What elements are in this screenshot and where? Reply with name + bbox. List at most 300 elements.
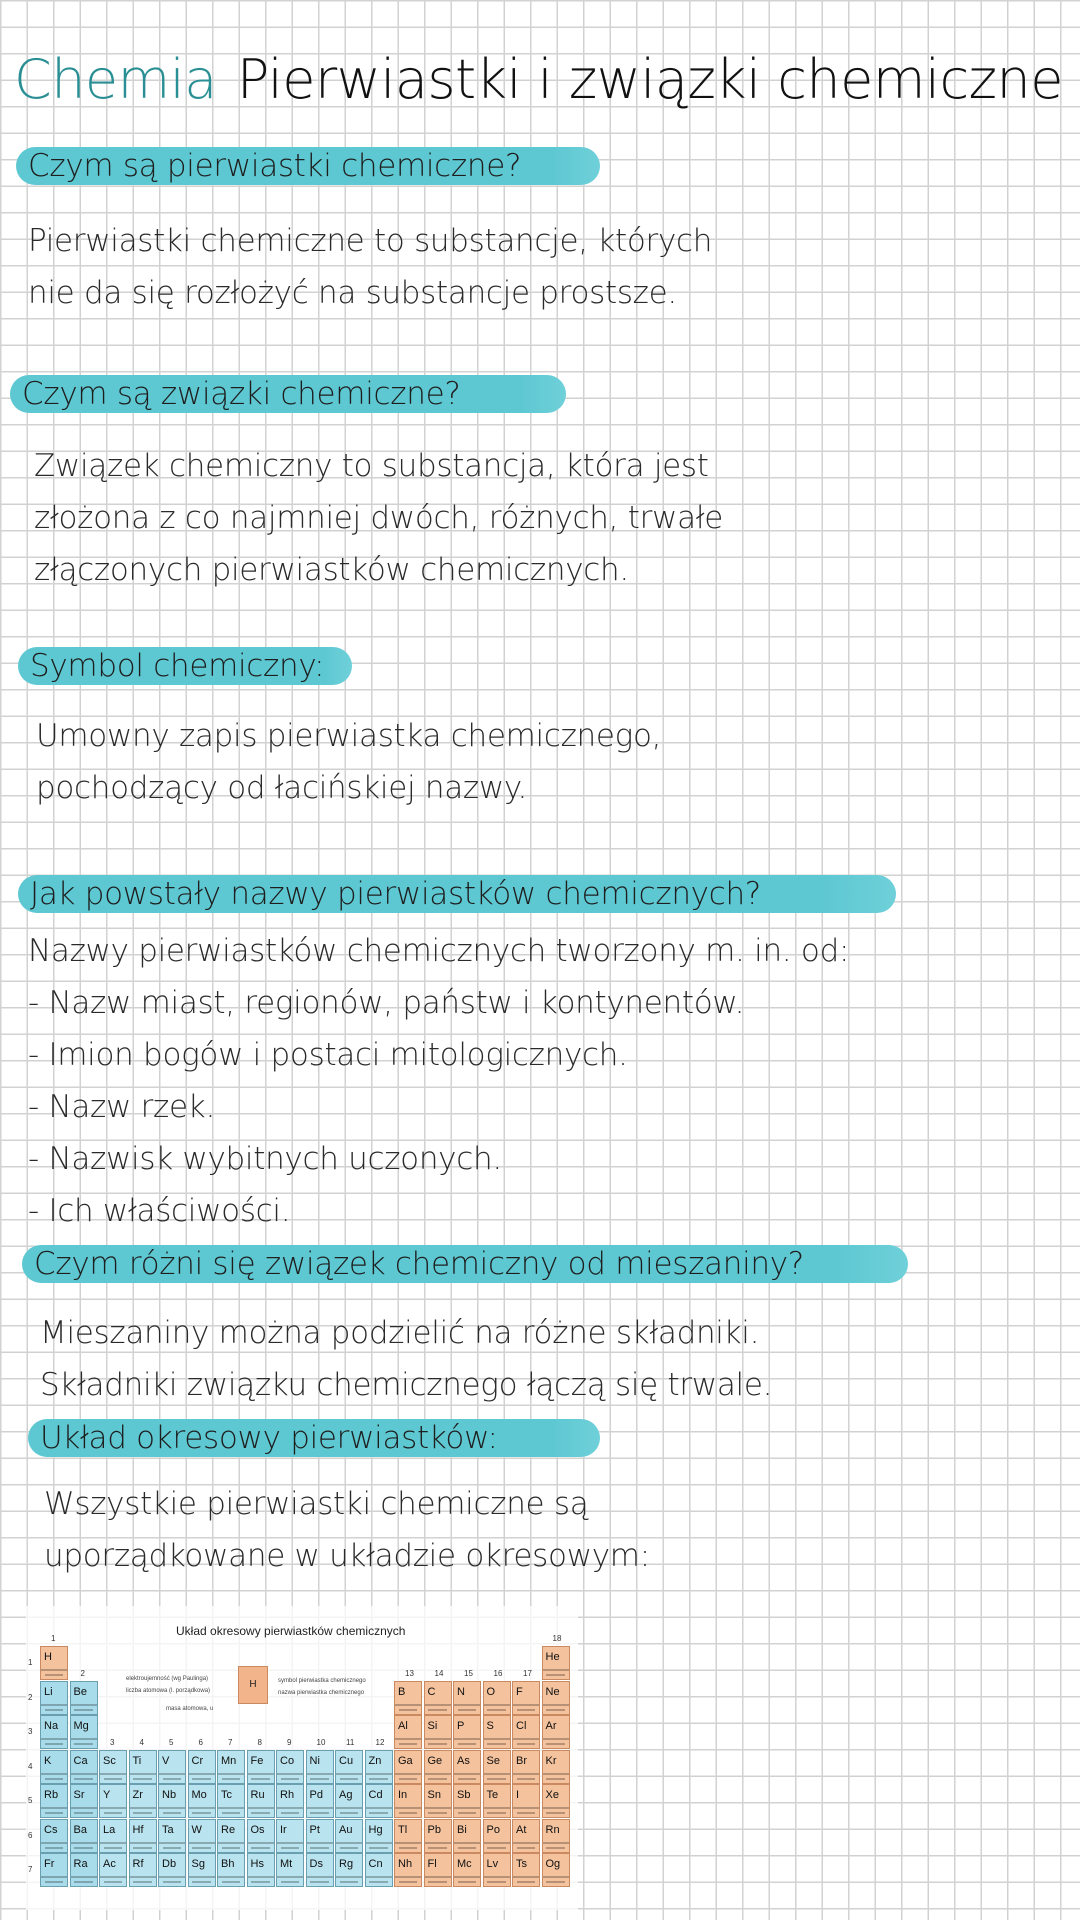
element-cell [99,1784,127,1818]
element-name-line [395,1704,421,1706]
element-cell [306,1853,334,1887]
element-name-line [41,1704,67,1706]
element-symbol: Ba [73,1823,87,1836]
element-mass-line [251,1847,269,1849]
list-item: - Nazw miast, regionów, państw i kontynentów. [28,985,745,1021]
element-symbol: Al [398,1720,408,1732]
element-mass-line [546,1709,564,1711]
element-symbol: La [103,1823,116,1836]
element-name-line [336,1773,362,1775]
group-label: 11 [346,1737,355,1747]
element-name-line [454,1876,480,1878]
element-mass-line [222,1881,240,1883]
element-cell [40,1750,68,1784]
element-cell [512,1715,540,1749]
group-label: 5 [169,1737,174,1747]
element-cell [453,1681,481,1715]
element-symbol: W [191,1823,202,1836]
element-name-line [189,1807,215,1809]
text-line: złączonych pierwiastków chemicznych. [34,552,629,588]
text-line: Pierwiastki chemiczne to substancje, których [28,223,713,259]
element-name-line [543,1669,569,1671]
group-label: 3 [110,1737,115,1747]
element-symbol: Cs [44,1823,58,1836]
element-name-line [189,1842,215,1844]
element-mass-line [399,1812,417,1814]
element-cell [99,1750,127,1784]
element-symbol: Hg [368,1823,383,1836]
element-cell [365,1750,393,1784]
element-mass-line [517,1743,535,1745]
element-cell [306,1750,334,1784]
element-name-line [71,1738,97,1740]
element-cell [483,1853,511,1887]
element-mass-line [458,1847,476,1849]
element-symbol: Y [103,1789,111,1801]
element-mass-line [104,1778,122,1780]
element-mass-line [310,1778,328,1780]
element-name-line [41,1876,67,1878]
element-cell [99,1853,127,1887]
element-name-line [218,1876,244,1878]
element-symbol: Co [280,1754,295,1767]
element-symbol: Ne [545,1685,560,1698]
element-mass-line [310,1847,328,1849]
element-cell [365,1784,393,1818]
element-mass-line [45,1674,63,1676]
element-symbol: Pb [427,1823,441,1836]
element-mass-line [517,1881,535,1883]
element-cell [483,1784,511,1818]
element-name-line [159,1807,185,1809]
element-name-line [425,1807,451,1809]
element-name-line [513,1842,539,1844]
element-name-line [484,1773,510,1775]
element-symbol: H [44,1651,52,1663]
element-symbol: Tl [398,1823,408,1836]
element-cell [542,1715,570,1749]
element-name-line [41,1669,67,1671]
element-name-line [454,1807,480,1809]
element-name-line [454,1738,480,1740]
element-mass-line [222,1847,240,1849]
element-cell [424,1853,452,1887]
element-cell [335,1819,363,1853]
period-label: 1 [28,1658,33,1667]
element-cell [512,1819,540,1853]
element-cell [247,1853,275,1887]
element-mass-line [487,1812,505,1814]
element-mass-line [369,1778,387,1780]
text-line: Umowny zapis pierwiastka chemicznego, [36,718,662,754]
list-item: - Ich właściwości. [28,1193,291,1229]
group-label: 1 [51,1634,56,1643]
element-symbol: Hs [250,1858,264,1870]
element-symbol: Fe [250,1754,264,1767]
paragraph-symbol [36,710,661,814]
element-name-line [484,1704,510,1706]
element-symbol: Lv [486,1858,499,1870]
element-cell [99,1819,127,1853]
element-cell [453,1715,481,1749]
list-item: - Nazwisk wybitnych uczonych. [28,1141,502,1177]
element-cell [188,1750,216,1784]
element-name-line [71,1773,97,1775]
element-cell [158,1784,186,1818]
group-label: 10 [316,1737,326,1747]
element-name-line [425,1738,451,1740]
element-mass-line [251,1881,269,1883]
element-symbol: Po [486,1823,500,1836]
legend-electronegativity: elektroujemność (wg Paulinga) [126,1676,209,1682]
element-cell [306,1819,334,1853]
element-symbol: F [516,1685,523,1698]
element-cell [424,1715,452,1749]
element-mass-line [104,1812,122,1814]
element-symbol: Fr [44,1858,55,1870]
group-label: 7 [228,1737,233,1747]
element-name-line [248,1842,274,1844]
group-label: 9 [287,1737,292,1747]
element-mass-line [74,1778,92,1780]
element-name-line [277,1842,303,1844]
element-name-line [543,1842,569,1844]
element-cell [483,1681,511,1715]
element-symbol: Ru [250,1789,265,1801]
element-symbol: B [398,1685,406,1698]
element-name-line [366,1773,392,1775]
element-symbol: Rh [280,1789,295,1801]
element-name-line [543,1738,569,1740]
heading-elements: Czym są pierwiastki chemiczne? [16,147,600,185]
element-name-line [425,1704,451,1706]
element-symbol: Os [250,1823,265,1836]
element-mass-line [163,1812,181,1814]
element-cell [188,1784,216,1818]
page-title [14,48,1063,111]
group-label: 17 [523,1668,532,1678]
element-name-line [484,1807,510,1809]
element-mass-line [458,1812,476,1814]
element-symbol: P [457,1720,465,1732]
element-mass-line [517,1709,535,1711]
element-cell [394,1819,422,1853]
element-symbol: He [545,1651,560,1663]
element-cell [453,1784,481,1818]
element-mass-line [517,1812,535,1814]
element-cell [453,1750,481,1784]
element-name-line [366,1842,392,1844]
element-name-line [71,1807,97,1809]
element-name-line [41,1773,67,1775]
element-mass-line [458,1778,476,1780]
element-name-line [425,1773,451,1775]
periodic-table-title: Układ okresowy pierwiastków chemicznych [176,1624,406,1638]
element-name-line [425,1842,451,1844]
element-cell [217,1750,245,1784]
element-cell [40,1646,68,1680]
legend-example-cell: H [238,1666,268,1704]
heading-compound-vs-mixture: Czym różni się związek chemiczny od mieszaniny? [22,1245,908,1283]
element-name-line [189,1773,215,1775]
element-name-line [130,1876,156,1878]
paragraph-names-origin [28,925,849,1237]
element-mass-line [399,1743,417,1745]
element-mass-line [192,1881,210,1883]
element-cell [188,1819,216,1853]
element-symbol: Xe [545,1789,559,1801]
group-label: 15 [464,1668,473,1678]
period-label: 5 [28,1796,33,1805]
legend-atomic-mass: masa atomowa, u [166,1706,214,1712]
element-name-line [100,1773,126,1775]
element-symbol: Cd [368,1789,383,1801]
element-mass-line [546,1847,564,1849]
element-name-line [336,1876,362,1878]
element-name-line [454,1773,480,1775]
element-symbol: Br [516,1754,527,1767]
element-symbol: Cl [516,1720,527,1732]
element-cell [512,1750,540,1784]
element-cell [70,1853,98,1887]
element-name-line [130,1773,156,1775]
element-mass-line [399,1847,417,1849]
element-mass-line [74,1709,92,1711]
element-cell [188,1853,216,1887]
element-name-line [41,1842,67,1844]
heading-periodic-table: Układ okresowy pierwiastków: [28,1419,600,1457]
element-mass-line [192,1812,210,1814]
element-mass-line [281,1881,299,1883]
element-name-line [395,1807,421,1809]
element-symbol: Ge [427,1754,443,1767]
element-name-line [543,1807,569,1809]
element-name-line [366,1807,392,1809]
element-cell [70,1750,98,1784]
element-name-line [248,1807,274,1809]
element-name-line [189,1876,215,1878]
element-cell [276,1819,304,1853]
element-mass-line [399,1778,417,1780]
element-cell [276,1750,304,1784]
group-label: 14 [434,1668,444,1678]
element-cell [453,1853,481,1887]
element-name-line [41,1738,67,1740]
element-symbol: Mt [280,1858,293,1870]
element-mass-line [104,1847,122,1849]
element-mass-line [517,1778,535,1780]
element-mass-line [310,1881,328,1883]
element-mass-line [487,1778,505,1780]
period-label: 4 [28,1761,33,1771]
period-label: 3 [28,1727,33,1736]
element-mass-line [546,1743,564,1745]
element-symbol: O [486,1685,496,1698]
element-symbol: N [457,1685,465,1698]
element-symbol: Au [339,1823,353,1836]
element-symbol: Tc [221,1789,232,1801]
element-cell [424,1750,452,1784]
element-symbol: Hf [132,1823,144,1836]
element-mass-line [281,1847,299,1849]
element-mass-line [487,1881,505,1883]
heading-compounds: Czym są związki chemiczne? [10,375,566,413]
element-symbol: Rn [545,1823,560,1836]
element-name-line [454,1842,480,1844]
element-mass-line [222,1812,240,1814]
element-mass-line [192,1847,210,1849]
element-name-line [454,1704,480,1706]
element-cell [424,1819,452,1853]
text-line: złożona z co najmniej dwóch, różnych, trwałe [34,500,724,536]
element-symbol: C [427,1685,436,1698]
element-name-line [130,1807,156,1809]
element-mass-line [133,1847,151,1849]
element-mass-line [428,1881,446,1883]
heading-names-origin: Jak powstały nazwy pierwiastków chemicznych? [18,875,896,913]
element-cell [542,1681,570,1715]
element-name-line [395,1738,421,1740]
element-name-line [277,1876,303,1878]
element-symbol: In [398,1789,408,1801]
element-symbol: I [516,1789,520,1801]
list-item: - Imion bogów i postaci mitologicznych. [28,1037,628,1073]
element-mass-line [428,1743,446,1745]
title-subject: Chemia [14,48,217,111]
element-mass-line [74,1743,92,1745]
element-cell [247,1784,275,1818]
text-line: nie da się rozłożyć na substancje prostsze. [28,275,677,311]
text-line: Wszystkie pierwiastki chemiczne są [44,1486,589,1522]
element-cell [158,1819,186,1853]
group-label: 4 [139,1737,144,1747]
element-symbol: K [44,1754,52,1767]
element-symbol: Sr [73,1789,85,1801]
element-mass-line [104,1881,122,1883]
element-name-line [218,1807,244,1809]
element-cell [129,1853,157,1887]
element-mass-line [74,1881,92,1883]
element-mass-line [163,1881,181,1883]
element-name-line [307,1842,333,1844]
element-name-line [484,1876,510,1878]
element-symbol: Mc [457,1858,472,1870]
element-cell [394,1784,422,1818]
title-topic: Pierwiastki i związki chemiczne [236,48,1063,111]
element-name-line [307,1876,333,1878]
element-symbol: Mn [221,1754,237,1767]
element-symbol: Db [162,1858,177,1870]
element-cell [217,1784,245,1818]
element-name-line [277,1773,303,1775]
element-symbol: Cu [339,1754,354,1767]
element-symbol: Ir [280,1823,287,1836]
period-label: 6 [28,1830,33,1840]
element-cell [512,1681,540,1715]
element-cell [365,1819,393,1853]
element-cell [394,1715,422,1749]
group-label: 2 [80,1668,85,1678]
element-mass-line [428,1709,446,1711]
element-symbol: Re [221,1823,236,1836]
element-mass-line [428,1812,446,1814]
element-name-line [100,1876,126,1878]
element-symbol: Ds [309,1858,323,1870]
element-symbol: Ca [73,1754,88,1767]
element-cell [512,1784,540,1818]
element-mass-line [45,1709,63,1711]
element-mass-line [340,1847,358,1849]
element-name-line [277,1807,303,1809]
element-mass-line [133,1778,151,1780]
element-mass-line [133,1881,151,1883]
element-cell [247,1819,275,1853]
element-cell [70,1784,98,1818]
text-line: pochodzący od łacińskiej nazwy. [36,770,528,806]
element-name-line [543,1704,569,1706]
element-mass-line [340,1881,358,1883]
element-cell [40,1784,68,1818]
element-symbol: At [516,1823,527,1836]
element-symbol: Ta [162,1823,174,1836]
element-symbol: Na [44,1720,59,1732]
element-cell [394,1681,422,1715]
element-name-line [248,1773,274,1775]
element-mass-line [45,1847,63,1849]
element-mass-line [74,1812,92,1814]
element-name-line [425,1876,451,1878]
text-line: Związek chemiczny to substancja, która jest [34,448,709,484]
element-mass-line [340,1812,358,1814]
element-symbol: Li [44,1685,53,1698]
element-symbol: Sn [427,1789,441,1801]
element-name-line [100,1807,126,1809]
element-symbol: Ar [545,1720,557,1732]
element-mass-line [458,1709,476,1711]
element-name-line [513,1807,539,1809]
element-symbol: Bh [221,1858,235,1870]
element-name-line [130,1842,156,1844]
element-mass-line [369,1812,387,1814]
element-cell [483,1715,511,1749]
text-line: Mieszaniny można podzielić na różne składniki. [40,1315,760,1351]
group-label: 12 [375,1737,385,1747]
element-cell [129,1819,157,1853]
element-name-line [218,1842,244,1844]
element-symbol: Zr [132,1789,143,1801]
element-cell [483,1750,511,1784]
element-cell [276,1853,304,1887]
element-name-line [336,1842,362,1844]
element-cell [542,1646,570,1680]
element-name-line [543,1773,569,1775]
element-name-line [159,1842,185,1844]
element-mass-line [281,1812,299,1814]
element-name-line [484,1738,510,1740]
element-name-line [71,1842,97,1844]
element-cell [247,1750,275,1784]
element-cell [394,1853,422,1887]
element-name-line [395,1876,421,1878]
element-name-line [484,1842,510,1844]
element-name-line [307,1773,333,1775]
element-symbol: Sg [191,1858,205,1870]
group-label: 13 [405,1668,414,1678]
element-mass-line [192,1778,210,1780]
element-cell [453,1819,481,1853]
element-name-line [366,1876,392,1878]
element-name-line [159,1773,185,1775]
